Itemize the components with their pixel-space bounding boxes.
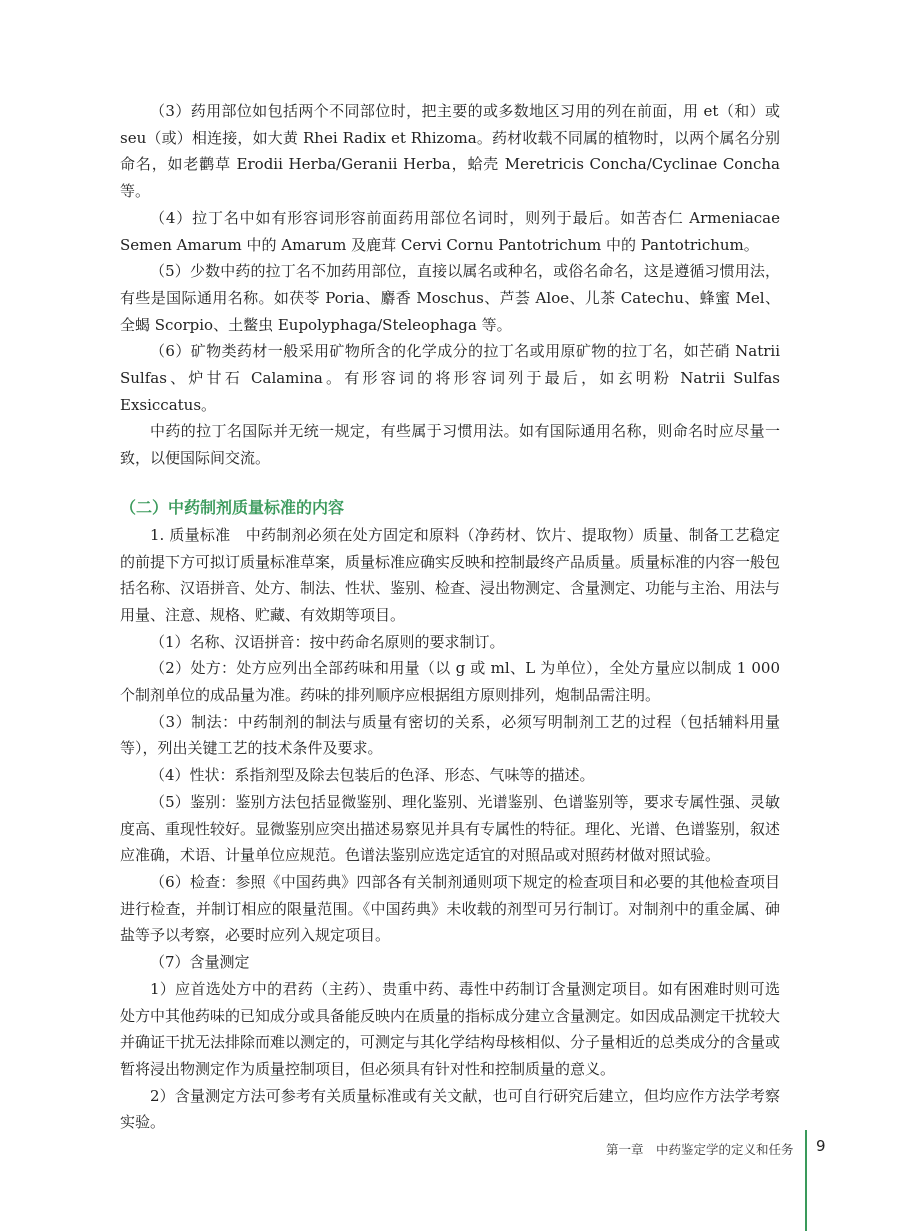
paragraph-latin-name-summary: 中药的拉丁名国际并无统一规定，有些属于习惯用法。如有国际通用名称，则命名时应尽量一致，以便国际间交流。 — [120, 422, 780, 468]
page-number: 9 — [816, 1137, 826, 1155]
footer-divider — [805, 1130, 807, 1231]
footer-chapter-title: 第一章 中药鉴定学的定义和任务 — [606, 1142, 794, 1157]
paragraph-quality-standard: 1. 质量标准 中药制剂必须在处方固定和原料（净药材、饮片、提取物）质量、制备工艺稳定的前提下方可拟订质量标准草案，质量标准应确实反映和控制最终产品质量。质量标准的内容一般包括名称、汉语拼音、处方、制法、性状、鉴别、检查、浸出物测定、含量测定、功能与主治、用法与用量、注意、规格、贮藏、有效期等项目。 — [120, 525, 781, 624]
paragraph-inspection: （6）检查：参照《中国药典》四部各有关制剂通则项下规定的检查项目和必要的其他检查项目进行检查，并制订相应的限量范围。《中国药典》未收载的剂型可另行制订。对制剂中的重金属、砷盐等予以考察，必要时应列入规定项目。 — [120, 872, 780, 945]
paragraph-prescription: （2）处方：处方应列出全部药味和用量（以 g 或 ml、L 为单位），全处方量应以制成 1 000 个制剂单位的成品量为准。药味的排列顺序应根据组方原则排列，炮制品需注明。 — [120, 659, 780, 705]
paragraph-preparation: （3）制法：中药制剂的制法与质量有密切的关系，必须写明制剂工艺的过程（包括辅料用量等），列出关键工艺的技术条件及要求。 — [120, 712, 780, 758]
section-spacer — [120, 472, 780, 494]
section-heading: （二）中药制剂质量标准的内容 — [120, 497, 345, 517]
paragraph-assay-item-1: 1）应首选处方中的君药（主药）、贵重中药、毒性中药制订含量测定项目。如有困难时则可选处方中其他药味的已知成分或具备能反映内在质量的指标成分建立含量测定。如因成品测定干扰较大并确证干扰无法排除而难以测定的，可测定与其化学结构母核相似、分子量相近的总类成分的含量或暂将浸出物测定作为质量控制项目，但必须具有针对性和控制质量的意义。 — [120, 979, 781, 1078]
paragraph-identification: （5）鉴别：鉴别方法包括显微鉴别、理化鉴别、光谱鉴别、色谱鉴别等，要求专属性强、灵敏度高、重现性较好。显微鉴别应突出描述易察见并具有专属性的特征。理化、光谱、色谱鉴别，叙述应准确，术语、计量单位应规范。色谱法鉴别应选定适宜的对照品或对照药材做对照试验。 — [120, 792, 781, 865]
paragraph-characteristics: （4）性状：系指剂型及除去包装后的色泽、形态、气味等的描述。 — [150, 766, 595, 785]
page-body — [120, 98, 780, 1136]
paragraph-assay-heading: （7）含量测定 — [150, 953, 250, 972]
paragraph-assay-item-2: 2）含量测定方法可参考有关质量标准或有关文献，也可自行研究后建立，但均应作方法学考察实验。 — [120, 1086, 780, 1132]
paragraph-name-pinyin: （1）名称、汉语拼音：按中药命名原则的要求制订。 — [150, 632, 505, 651]
paragraph-latin-name-rule-4: （4）拉丁名中如有形容词形容前面药用部位名词时，则列于最后。如苦杏仁 Armeniacae Semen Amarum 中的 Amarum 及鹿茸 Cervi Cornu Pantotrichum 中的 Pantotrichum。 — [120, 208, 780, 254]
paragraph-latin-name-rule-5: （5）少数中药的拉丁名不加药用部位，直接以属名或种名，或俗名命名，这是遵循习惯用法，有些是国际通用名称。如茯苓 Poria、麝香 Moschus、芦荟 Aloe、儿茶 Catechu、蜂蜜 Mel、全蝎 Scorpio、土鳖虫 Eupolyphaga/Steleophaga 等。 — [120, 262, 780, 334]
paragraph-latin-name-rule-6: （6）矿物类药材一般采用矿物所含的化学成分的拉丁名或用原矿物的拉丁名，如芒硝 Natrii Sulfas、炉甘石 Calamina。有形容词的将形容词列于最后，如玄明粉 Natrii Sulfas Exsiccatus。 — [120, 342, 780, 414]
paragraph-latin-name-rule-3: （3）药用部位如包括两个不同部位时，把主要的或多数地区习用的列在前面，用 et（和）或seu（或）相连接，如大黄 Rhei Radix et Rhizoma。药材收载不同属的植物时，以两个属名分别命名，如老鹳草 Erodii Herba/Geranii Herba，蛤壳 Meretricis Concha/Cyclinae Concha 等。 — [120, 102, 780, 201]
